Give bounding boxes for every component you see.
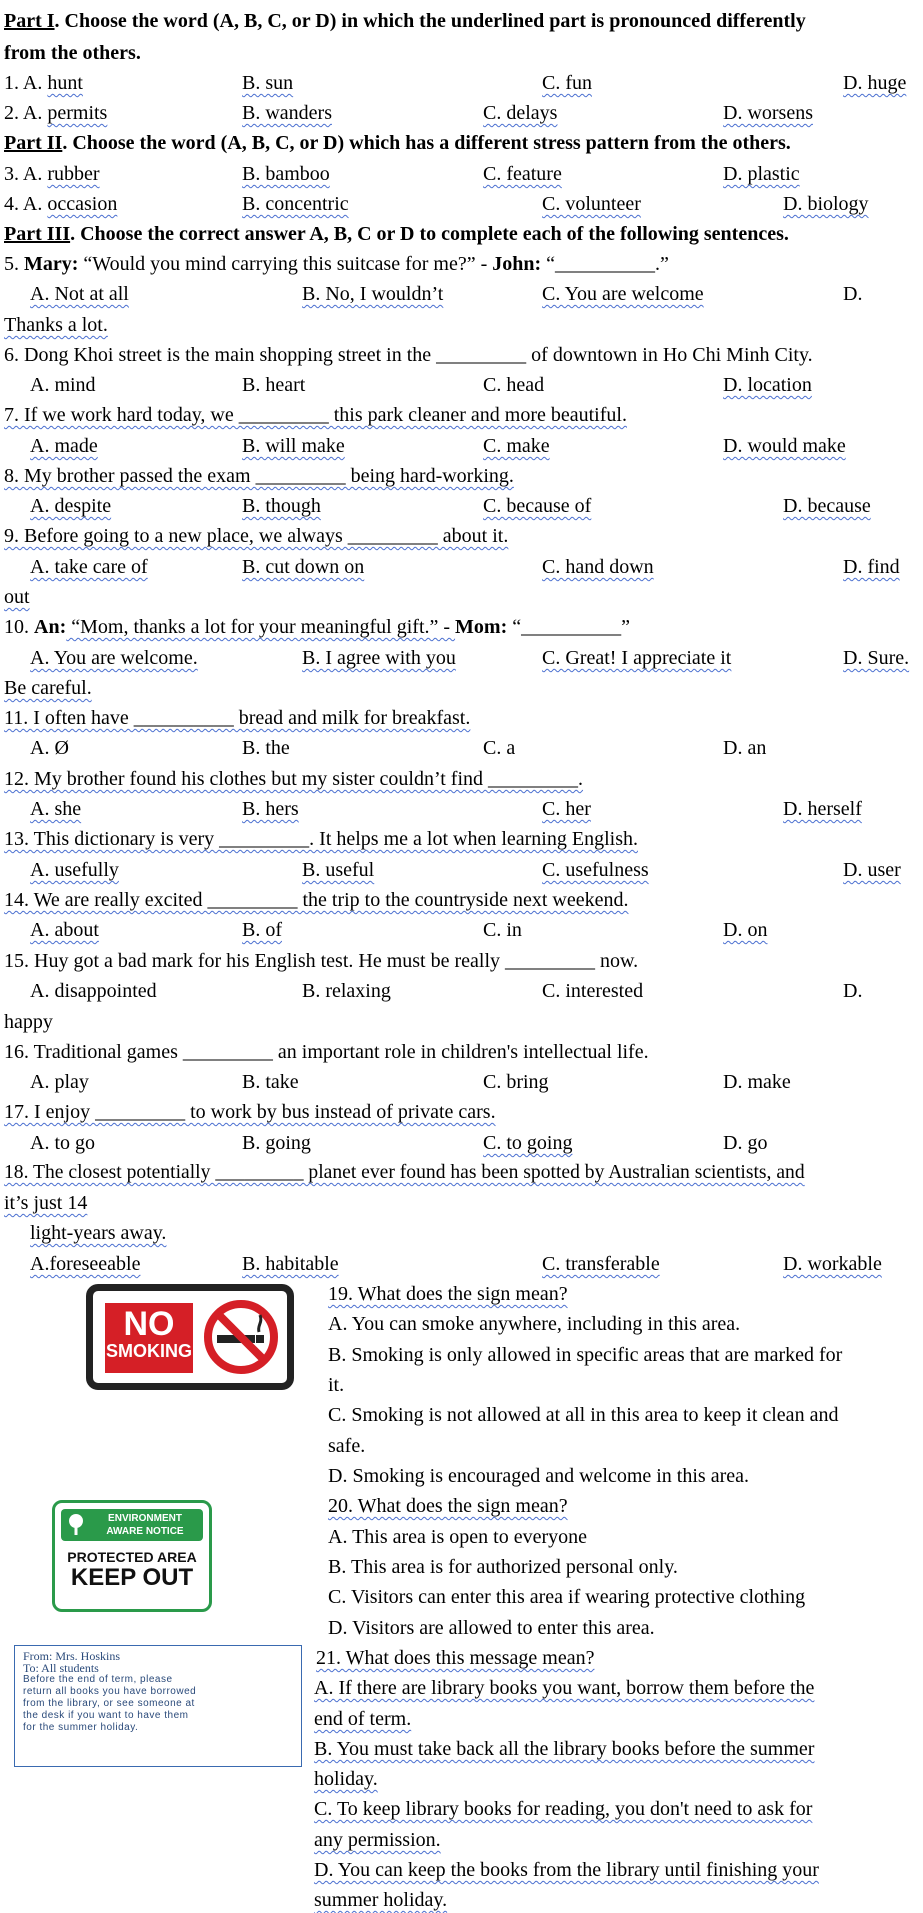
q18-option-d[interactable]: D. workable <box>783 1253 882 1275</box>
q20-option-b[interactable]: B. This area is for authorized personal only. <box>328 1556 678 1578</box>
q19-option-b-cont[interactable]: it. <box>328 1374 345 1396</box>
q21-option-d[interactable]: D. You can keep the books from the library until finishing your <box>314 1859 819 1881</box>
q17-option-d[interactable]: D. go <box>723 1132 768 1154</box>
tree-icon <box>67 1513 85 1537</box>
q7-option-a[interactable]: A. made <box>30 435 98 457</box>
q4-option-d[interactable]: D. biology <box>783 193 869 215</box>
q4-option-c[interactable]: C. volunteer <box>542 193 641 215</box>
q20-option-a[interactable]: A. This area is open to everyone <box>328 1526 587 1548</box>
q20-option-d[interactable]: D. Visitors are allowed to enter this area. <box>328 1617 655 1639</box>
q18-option-c[interactable]: C. transferable <box>542 1253 660 1275</box>
q13-option-d[interactable]: D. user <box>843 859 901 881</box>
q16-option-d[interactable]: D. make <box>723 1071 791 1093</box>
q11-option-c[interactable]: C. a <box>483 737 516 759</box>
q19-stem: 19. What does the sign mean? <box>328 1283 568 1305</box>
q15-option-c[interactable]: C. interested <box>542 980 644 1002</box>
q15-option-a[interactable]: A. disappointed <box>30 980 157 1002</box>
q21-option-b-cont[interactable]: holiday. <box>314 1768 378 1790</box>
q9-stem: 9. Before going to a new place, we always _________ about it. <box>4 525 509 547</box>
q11-stem: 11. I often have __________ bread and milk for breakfast. <box>4 707 471 729</box>
q9-option-d[interactable]: D. find <box>843 556 900 578</box>
q5-option-b[interactable]: B. No, I wouldn’t <box>302 283 444 305</box>
q17-stem: 17. I enjoy _________ to work by bus instead of private cars. <box>4 1101 496 1123</box>
q14-option-a[interactable]: A. about <box>30 919 99 941</box>
q9-option-c[interactable]: C. hand down <box>542 556 654 578</box>
q21-option-d-cont[interactable]: summer holiday. <box>314 1889 448 1911</box>
q10-option-b[interactable]: B. I agree with you <box>302 647 456 669</box>
q6-option-a[interactable]: A. mind <box>30 374 96 396</box>
q8-option-a[interactable]: A. despite <box>30 495 112 517</box>
q5-stem: 5. Mary: “Would you mind carrying this suitcase for me?” - John: “__________.” <box>4 253 669 275</box>
q12-stem: 12. My brother found his clothes but my sister couldn’t find _________. <box>4 768 584 790</box>
q21-stem: 21. What does this message mean? <box>316 1647 595 1669</box>
environment-band: ENVIRONMENT AWARE NOTICE <box>61 1509 203 1541</box>
q2-option-c[interactable]: C. delays <box>483 102 558 124</box>
q12-option-c[interactable]: C. her <box>542 798 591 820</box>
q19-option-c[interactable]: C. Smoking is not allowed at all in this area to keep it clean and <box>328 1404 839 1426</box>
q8-stem: 8. My brother passed the exam _________ being hard-working. <box>4 465 514 487</box>
q4-label: 4. A. occasion <box>4 193 118 215</box>
q12-option-d[interactable]: D. herself <box>783 798 862 820</box>
q1-option-b[interactable]: B. sun <box>242 72 294 94</box>
q21-option-a[interactable]: A. If there are library books you want, borrow them before the <box>314 1677 815 1699</box>
q19-option-b[interactable]: B. Smoking is only allowed in specific areas that are marked for <box>328 1344 843 1366</box>
q19-option-d[interactable]: D. Smoking is encouraged and welcome in this area. <box>328 1465 749 1487</box>
q18-option-b[interactable]: B. habitable <box>242 1253 339 1275</box>
q20-stem: 20. What does the sign mean? <box>328 1495 568 1517</box>
no-smoking-sign <box>86 1284 294 1390</box>
q6-option-d[interactable]: D. location <box>723 374 812 396</box>
part3-heading: Part III. Choose the correct answer A, B, C or D to complete each of the following sentences. <box>4 223 789 245</box>
q8-option-d[interactable]: D. because <box>783 495 871 517</box>
q10-option-a[interactable]: A. You are welcome. <box>30 647 198 669</box>
q14-option-c[interactable]: C. in <box>483 919 522 941</box>
q13-option-c[interactable]: C. usefulness <box>542 859 649 881</box>
q18-option-a[interactable]: A.foreseeable <box>30 1253 141 1275</box>
q15-option-d-cont[interactable]: happy <box>4 1011 53 1033</box>
q9-option-b[interactable]: B. cut down on <box>242 556 365 578</box>
no-smoking-label: NO SMOKING <box>105 1303 193 1373</box>
q7-option-b[interactable]: B. will make <box>242 435 345 457</box>
q19-option-c-cont[interactable]: safe. <box>328 1435 366 1457</box>
q12-option-a[interactable]: A. she <box>30 798 82 820</box>
q1-option-c[interactable]: C. fun <box>542 72 592 94</box>
q9-option-d-cont[interactable]: out <box>4 586 30 608</box>
no-smoking-icon <box>203 1299 279 1375</box>
library-message-note: From: Mrs. Hoskins To: All students Before the end of term, please return all books you have borrowed from the library, or see someone at the desk if you want to have them for the summer holiday. <box>14 1645 302 1767</box>
q1-label: 1. A. hunt <box>4 72 83 94</box>
q15-option-b[interactable]: B. relaxing <box>302 980 391 1002</box>
q7-stem: 7. If we work hard today, we _________ this park cleaner and more beautiful. <box>4 404 627 426</box>
q14-option-d[interactable]: D. on <box>723 919 768 941</box>
q18-stem-line3: light-years away. <box>30 1222 167 1244</box>
q20-option-c[interactable]: C. Visitors can enter this area if wearing protective clothing <box>328 1586 806 1608</box>
q16-option-c[interactable]: C. bring <box>483 1071 549 1093</box>
q15-stem: 15. Huy got a bad mark for his English test. He must be really _________ now. <box>4 950 639 972</box>
q13-stem: 13. This dictionary is very _________. It helps me a lot when learning English. <box>4 828 638 850</box>
q13-option-a[interactable]: A. usefully <box>30 859 119 881</box>
q18-stem-line2: it’s just 14 <box>4 1192 88 1214</box>
q3-option-c[interactable]: C. feature <box>483 163 562 185</box>
q5-option-a[interactable]: A. Not at all <box>30 283 129 305</box>
q11-option-b[interactable]: B. the <box>242 737 290 759</box>
q16-stem: 16. Traditional games _________ an important role in children's intellectual life. <box>4 1041 649 1063</box>
q5-option-d[interactable]: D. <box>843 283 863 305</box>
q3-label: 3. A. rubber <box>4 163 100 185</box>
q2-option-b[interactable]: B. wanders <box>242 102 332 124</box>
q18-stem: 18. The closest potentially _________ planet ever found has been spotted by Australian scientists, and <box>4 1162 805 1183</box>
q4-option-b[interactable]: B. concentric <box>242 193 349 215</box>
q15-option-d[interactable]: D. <box>843 980 863 1002</box>
q16-option-a[interactable]: A. play <box>30 1071 89 1093</box>
q3-option-b[interactable]: B. bamboo <box>242 163 330 185</box>
q17-option-a[interactable]: A. to go <box>30 1132 95 1154</box>
q5-option-d-cont[interactable]: Thanks a lot. <box>4 314 108 336</box>
q8-option-c[interactable]: C. because of <box>483 495 592 517</box>
q6-stem: 6. Dong Khoi street is the main shopping street in the _________ of downtown in Ho Chi Minh City. <box>4 344 813 366</box>
q5-option-c[interactable]: C. You are welcome <box>542 283 704 305</box>
q7-option-c[interactable]: C. make <box>483 435 550 457</box>
q21-option-b[interactable]: B. You must take back all the library books before the summer <box>314 1738 815 1760</box>
q14-stem: 14. We are really excited _________ the trip to the countryside next weekend. <box>4 889 629 911</box>
q1-option-d[interactable]: D. huge <box>843 72 907 94</box>
q11-option-d[interactable]: D. an <box>723 737 767 759</box>
q10-option-d-cont[interactable]: Be careful. <box>4 677 92 699</box>
part2-heading: Part II. Choose the word (A, B, C, or D) which has a different stress pattern from the others. <box>4 132 791 154</box>
q3-option-d[interactable]: D. plastic <box>723 163 800 185</box>
q6-option-c[interactable]: C. head <box>483 374 545 396</box>
q11-option-a[interactable]: A. Ø <box>30 737 69 759</box>
part1-heading-line2: from the others. <box>4 42 141 64</box>
q8-option-b[interactable]: B. though <box>242 495 321 517</box>
q10-option-d[interactable]: D. Sure. <box>843 647 910 669</box>
q7-option-d[interactable]: D. would make <box>723 435 846 457</box>
q17-option-b[interactable]: B. going <box>242 1132 311 1154</box>
q6-option-b[interactable]: B. heart <box>242 374 306 396</box>
q12-option-b[interactable]: B. hers <box>242 798 299 820</box>
q19-option-a[interactable]: A. You can smoke anywhere, including in this area. <box>328 1313 741 1335</box>
part1-heading: Part I. Choose the word (A, B, C, or D) in which the underlined part is pronounced differently <box>4 10 806 32</box>
q21-option-c[interactable]: C. To keep library books for reading, you don't need to ask for <box>314 1798 813 1820</box>
q21-option-c-cont[interactable]: any permission. <box>314 1829 441 1851</box>
q14-option-b[interactable]: B. of <box>242 919 282 941</box>
q10-option-c[interactable]: C. Great! I appreciate it <box>542 647 732 669</box>
q2-option-d[interactable]: D. worsens <box>723 102 813 124</box>
q2-label: 2. A. permits <box>4 102 108 124</box>
q21-option-a-cont[interactable]: end of term. <box>314 1708 412 1730</box>
q9-option-a[interactable]: A. take care of <box>30 556 148 578</box>
q17-option-c[interactable]: C. to going <box>483 1132 573 1154</box>
q10-stem: 10. An: “Mom, thanks a lot for your meaningful gift.” - Mom: “__________” <box>4 616 631 638</box>
keep-out-sign: ENVIRONMENT AWARE NOTICE PROTECTED AREA KEEP OUT <box>52 1500 212 1612</box>
q16-option-b[interactable]: B. take <box>242 1071 299 1093</box>
q13-option-b[interactable]: B. useful <box>302 859 375 881</box>
